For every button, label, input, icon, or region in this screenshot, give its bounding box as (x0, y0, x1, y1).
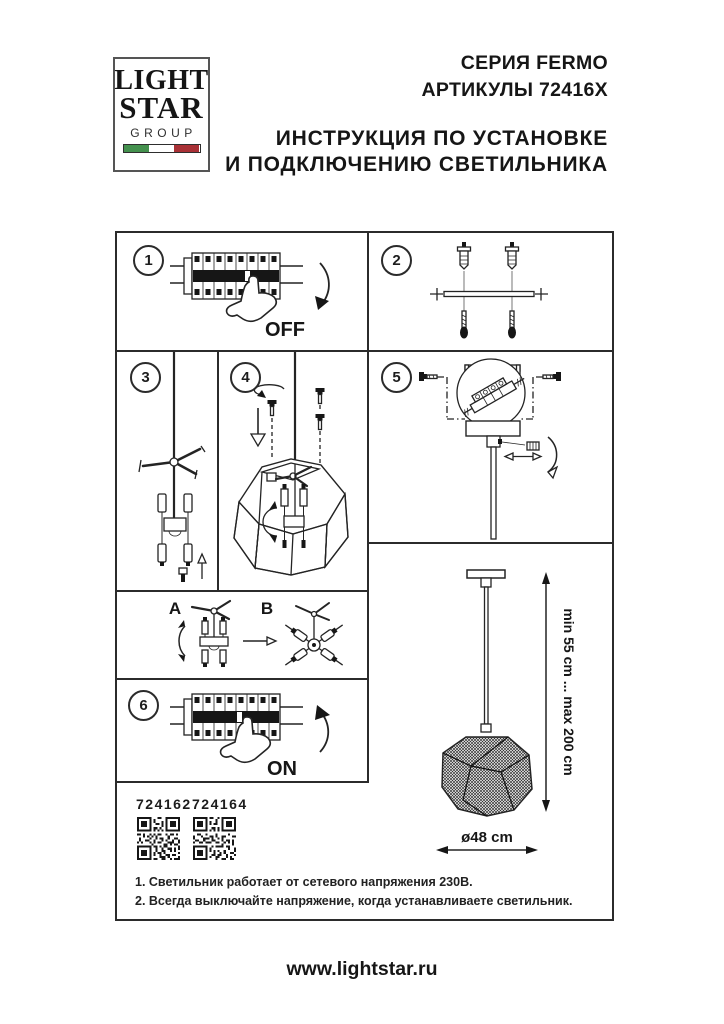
turn-on-arrow-icon (315, 705, 330, 752)
screw-icon (419, 372, 437, 381)
rotate-arrow-icon (548, 437, 557, 478)
qr-label-2: 724164 (192, 796, 248, 812)
grid-line-v1 (367, 233, 369, 783)
step-5-number: 5 (392, 369, 401, 386)
brand-word-group: GROUP (130, 126, 197, 141)
screw-icon (543, 372, 561, 381)
series-label: СЕРИЯ FERMO (460, 52, 608, 74)
turn-off-arrow-icon (315, 263, 329, 310)
down-arrow-icon (251, 408, 265, 446)
fold-arrow-icon (178, 620, 185, 662)
ceiling-canopy (466, 421, 520, 436)
wall-anchor-icon (506, 242, 519, 269)
pendant-lamp-drawing (367, 542, 612, 882)
diameter-label: ø48 cm (461, 829, 513, 846)
header-title-block (225, 126, 608, 178)
screw-icon (316, 388, 325, 412)
step-2-number: 2 (392, 252, 401, 269)
spider-bracket-icon (139, 446, 205, 479)
step-1-number: 1 (144, 252, 153, 269)
grid-line-h4 (117, 678, 369, 680)
slide-arrow-icon (505, 453, 541, 460)
step-1-badge (133, 245, 164, 276)
variant-a-figure (192, 601, 230, 667)
qr-label-1: 724162 (136, 796, 192, 812)
screw-icon (316, 414, 325, 472)
header-series-block (422, 50, 608, 104)
grub-screw-icon (502, 442, 539, 450)
brand-logo-box (113, 57, 210, 172)
qr-code-2 (193, 817, 236, 860)
polyhedron-shade (442, 737, 532, 816)
brand-word-light: LIGHT (114, 65, 209, 96)
up-arrow-icon (198, 554, 206, 579)
screw-icon (268, 400, 277, 460)
wall-anchor-icon (458, 242, 471, 269)
note-2: 2. Всегда выключайте напряжение, когда устанавливаете светильник. (135, 893, 573, 908)
step-5-badge (381, 362, 412, 393)
suspension-rod (485, 587, 489, 724)
grub-screw-icon (179, 568, 187, 582)
variants-diagram (117, 592, 367, 678)
variant-b-figure (283, 603, 344, 668)
variant-b-label: B (260, 599, 274, 618)
safety-notes (135, 873, 600, 910)
variant-a-label: A (168, 599, 182, 618)
height-dimension (542, 572, 577, 812)
flag-green-segment (124, 145, 149, 152)
grid-line-h2 (117, 590, 369, 592)
step-3-diagram (117, 352, 217, 590)
flag-white-segment (149, 145, 174, 152)
grid-line-h3 (367, 542, 612, 544)
suspension-rod (491, 447, 496, 539)
rotate-arrow-icon (254, 385, 284, 398)
diameter-dimension (436, 829, 538, 854)
off-label: OFF (265, 319, 305, 341)
step-6-number: 6 (139, 697, 148, 714)
grid-line-v2 (217, 350, 219, 590)
on-label: ON (267, 758, 297, 780)
long-screw-icon (508, 311, 516, 339)
ceiling-plate (467, 570, 505, 587)
circuit-breaker-icon (170, 253, 303, 299)
mounting-bar (444, 292, 534, 297)
italian-flag-bar (123, 144, 201, 153)
grid-line-h5 (117, 781, 369, 783)
qr-code-1 (137, 817, 180, 860)
doc-title-line2: И ПОДКЛЮЧЕНИЮ СВЕТИЛЬНИКА (225, 153, 608, 176)
doc-title-line1: ИНСТРУКЦИЯ ПО УСТАНОВКЕ (275, 127, 608, 150)
flag-red-segment (174, 145, 199, 152)
step-2-badge (381, 245, 412, 276)
height-range-label: min 55 cm ... max 200 cm (561, 608, 577, 776)
step-3-number: 3 (141, 369, 150, 386)
long-screw-icon (460, 311, 468, 339)
note-1: 1. Светильник работает от сетевого напряжения 230В. (135, 875, 473, 889)
step-6-badge (128, 690, 159, 721)
brand-word-star: STAR (119, 89, 204, 125)
step-4-number: 4 (241, 369, 250, 386)
articles-label: АРТИКУЛЫ 72416X (421, 79, 608, 101)
step-3-badge (130, 362, 161, 393)
rod-fitting (487, 436, 502, 539)
step-4-badge (230, 362, 261, 393)
then-arrow-icon (243, 637, 276, 645)
instruction-grid (115, 231, 614, 921)
grid-line-h1 (117, 350, 612, 352)
footer-url: www.lightstar.ru (286, 958, 438, 980)
shade-neck (481, 724, 491, 732)
